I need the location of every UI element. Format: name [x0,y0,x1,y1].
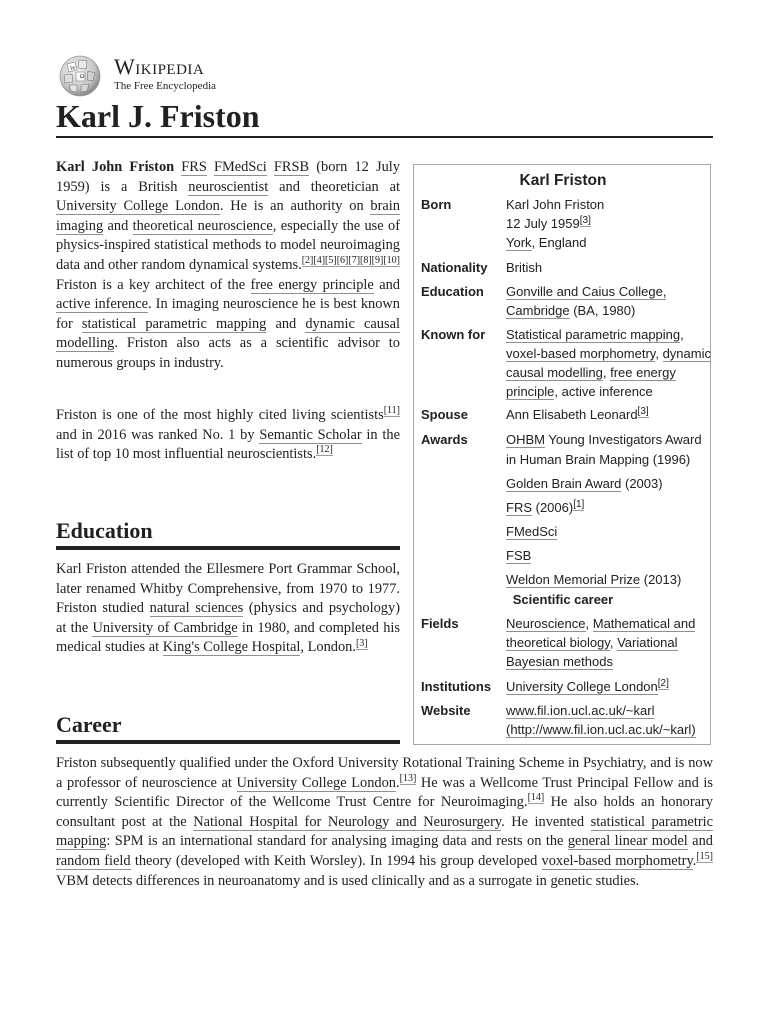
fsb-link[interactable]: FSB [506,548,532,563]
active-inference-link[interactable]: active inference [56,296,148,313]
para-text: He also holds an honorary consultant post at the [56,794,714,830]
education-paragraph [56,560,400,658]
vbm-link[interactable]: voxel-based morphometry [506,346,656,361]
frsb-link[interactable]: FRSB [273,159,310,175]
fmedsci-link[interactable]: FMedSci [506,524,558,539]
infobox-value: Statistical parametric mapping, voxel-based morphometry, dynamic causal modelling, free energy principle, active inference [506,327,711,399]
spm-link[interactable]: statistical parametric mapping [56,813,713,850]
theoretical-neuroscience-link[interactable]: theoretical neuroscience [132,217,273,234]
dcm-link[interactable]: dynamic causal modelling [506,346,711,380]
para-text: : SPM is an international standard for analysing imaging data and rests on the [106,833,568,850]
citation-ref[interactable]: [12] [316,444,333,456]
para-text: and in 2016 was ranked No. 1 by [56,426,260,443]
subject-name: Karl John Friston [56,159,175,175]
general-linear-model-link[interactable]: general linear model [567,833,688,850]
wikipedia-wordmark[interactable] [114,56,216,93]
lead-text: , especially the use of physics-inspired statistical methods to model neuroimaging data and other random dynamical systems. [56,217,400,273]
para-text: He was a Wellcome Trust Principal Fellow and is currently Scientific Director of the Wellcome Trust Centre for Neuroimaging. [56,774,713,811]
lead-text: Friston is a key architect of the [56,276,251,293]
citation-ref[interactable]: [2] [657,677,669,689]
born-date: 12 July 1959 [506,216,580,231]
ucl-link[interactable]: University College London [236,774,397,791]
infobox-label: Spouse [421,407,468,422]
scientific-career-heading: Scientific career [512,592,614,607]
lead-text: and [103,217,133,234]
award-detail: (2013) [640,572,682,587]
citation-ref[interactable]: [3] [355,637,368,649]
award-item [506,522,712,542]
born-date-line [506,214,712,233]
lead-text: (born 12 July 1959) is a British [56,159,400,195]
neuroscience-link[interactable]: Neuroscience [506,616,586,631]
kings-college-hospital-link[interactable]: King's College Hospital [162,639,301,656]
para-text: in the list of top 10 most influential neuroscientists. [56,426,400,463]
para-text: Karl Friston attended the Ellesmere Port Grammar School, later renamed Whitby Comprehensive, from 1970 to 1977. Friston studied [56,561,400,617]
infobox [413,164,711,745]
gonville-caius-link[interactable]: Gonville and Caius College, Cambridge [506,284,667,318]
citation-ref[interactable]: [1] [573,498,585,510]
ucl-link[interactable]: University College London [506,679,658,694]
para-text: . [692,852,697,869]
infobox-value: British [506,260,543,275]
infobox-label: Awards [421,432,468,447]
citation-ref[interactable]: [3] [579,214,591,226]
lead-text: and [373,276,400,293]
career-heading: Career [56,712,122,737]
title-divider [56,136,713,138]
career-paragraph [56,754,713,891]
york-link[interactable]: York [506,235,532,250]
para-text: (physics and psychology) at the [56,600,400,636]
neuroscientist-link[interactable]: neuroscientist [188,178,269,195]
education-heading: Education [56,518,153,543]
born-place-line [506,233,712,252]
infobox-label: Website [421,703,471,718]
para-text: Friston subsequently qualified under the Oxford University Rotational Training Scheme in Psychiatry, and is now a professor of neuroscience at [56,755,713,791]
nhnn-link[interactable]: National Hospital for Neurology and Neurosurgery [193,813,502,830]
frs-link[interactable]: FRS [506,500,532,515]
infobox-value: Neuroscience, Mathematical and theoretical biology, Variational Bayesian methods [506,616,696,669]
infobox-value [506,195,712,252]
natural-sciences-link[interactable]: natural sciences [149,600,244,617]
citation-refs[interactable]: [2][4][5][6][7][8][9][10] [301,255,400,267]
infobox-label: Institutions [421,679,492,694]
award-item [506,474,712,494]
infobox-value [506,430,712,594]
infobox-label: Born [421,197,452,212]
lead-text: . He is an authority on [219,198,371,215]
award-detail: Young Investigators Award in Human Brain Mapping (1996) [506,432,702,467]
award-detail: (2006) [532,500,574,515]
para-text: . [396,774,400,791]
para-text: and [687,833,713,850]
lead-text: . Friston also acts as a scientific advisor to numerous groups in industry. [56,335,400,371]
golden-brain-award-link[interactable]: Golden Brain Award [506,476,622,491]
award-item [506,570,712,590]
para-text: , London. [300,639,356,656]
fmedsci-link[interactable]: FMedSci [213,159,267,175]
brain-imaging-link[interactable]: brain imaging [56,198,400,234]
infobox-label: Fields [421,616,459,631]
known-for-rest: , active inference [554,384,653,399]
vbm-link[interactable]: voxel-based morphometry [541,852,693,869]
born-name: Karl John Friston [506,197,605,212]
education-divider [56,546,400,550]
para-text: in 1980, and completed his medical studies at [56,619,400,656]
lead-text: and theoretician at [268,178,400,195]
citations-paragraph [56,406,400,465]
born-place-rest: , England [531,235,587,250]
wikipedia-globe-logo[interactable] [55,54,105,98]
weldon-prize-link[interactable]: Weldon Memorial Prize [506,572,641,587]
website-link[interactable]: www.fil.ion.ucl.ac.uk/~karl (http://www.fil.ion.ucl.ac.uk/~karl) [506,703,696,737]
education-detail: (BA, 1980) [569,303,636,318]
dcm-link[interactable]: dynamic causal modelling [56,315,400,352]
wordmark-title: Wikipedia [114,54,205,79]
infobox-label: Education [421,284,484,299]
spouse-name: Ann Elisabeth Leonard [506,407,638,422]
math-bio-link[interactable]: Mathematical and theoretical biology [506,616,696,650]
lead-text: . In imaging neuroscience he is best known for [56,296,400,332]
award-item [506,546,712,566]
spm-link[interactable]: statistical parametric mapping [81,315,267,332]
infobox-value [506,282,712,320]
infobox-title: Karl Friston [519,172,607,189]
award-item [506,498,712,518]
infobox-value [506,701,712,739]
para-text: Friston is one of the most highly cited living scientists [56,407,384,423]
infobox-value [506,405,712,424]
spm-link[interactable]: Statistical parametric mapping [506,327,681,342]
career-divider [56,740,400,744]
cambridge-link[interactable]: University of Cambridge [92,619,238,636]
infobox-value [506,677,712,696]
lead-paragraph [56,158,400,374]
svg-text:W: W [70,66,76,72]
infobox-label: Nationality [421,260,488,275]
citation-ref[interactable]: [14] [527,792,545,804]
semantic-scholar-link[interactable]: Semantic Scholar [259,426,362,443]
page-title: Karl J. Friston [56,98,260,134]
variational-bayes-link[interactable]: Variational Bayesian methods [506,635,678,669]
ucl-link[interactable]: University College London [56,198,220,215]
para-text: theory (developed with Keith Worsley). In 1994 his group developed [130,852,542,869]
svg-text:Ω: Ω [80,74,85,80]
award-item [506,430,712,470]
ohbm-link[interactable]: OHBM [506,432,545,447]
random-field-link[interactable]: random field [56,852,131,869]
wordmark-tagline: The Free Encyclopedia [114,80,217,92]
citation-ref[interactable]: [13] [399,772,417,784]
citation-ref[interactable]: [11] [383,405,400,417]
lead-text: and [266,315,306,332]
citation-ref[interactable]: [15] [696,851,713,863]
para-text: . He invented [501,813,591,830]
award-detail: (2003) [621,476,663,491]
infobox-label: Known for [421,327,486,342]
frs-link[interactable]: FRS [181,159,207,175]
para-text: VBM detects differences in neuroanatomy and is used clinically and as a surrogate in genetic studies. [56,872,640,889]
free-energy-principle-link[interactable]: free energy principle [506,365,676,399]
citation-ref[interactable]: [3] [637,405,649,417]
free-energy-principle-link[interactable]: free energy principle [250,276,374,293]
